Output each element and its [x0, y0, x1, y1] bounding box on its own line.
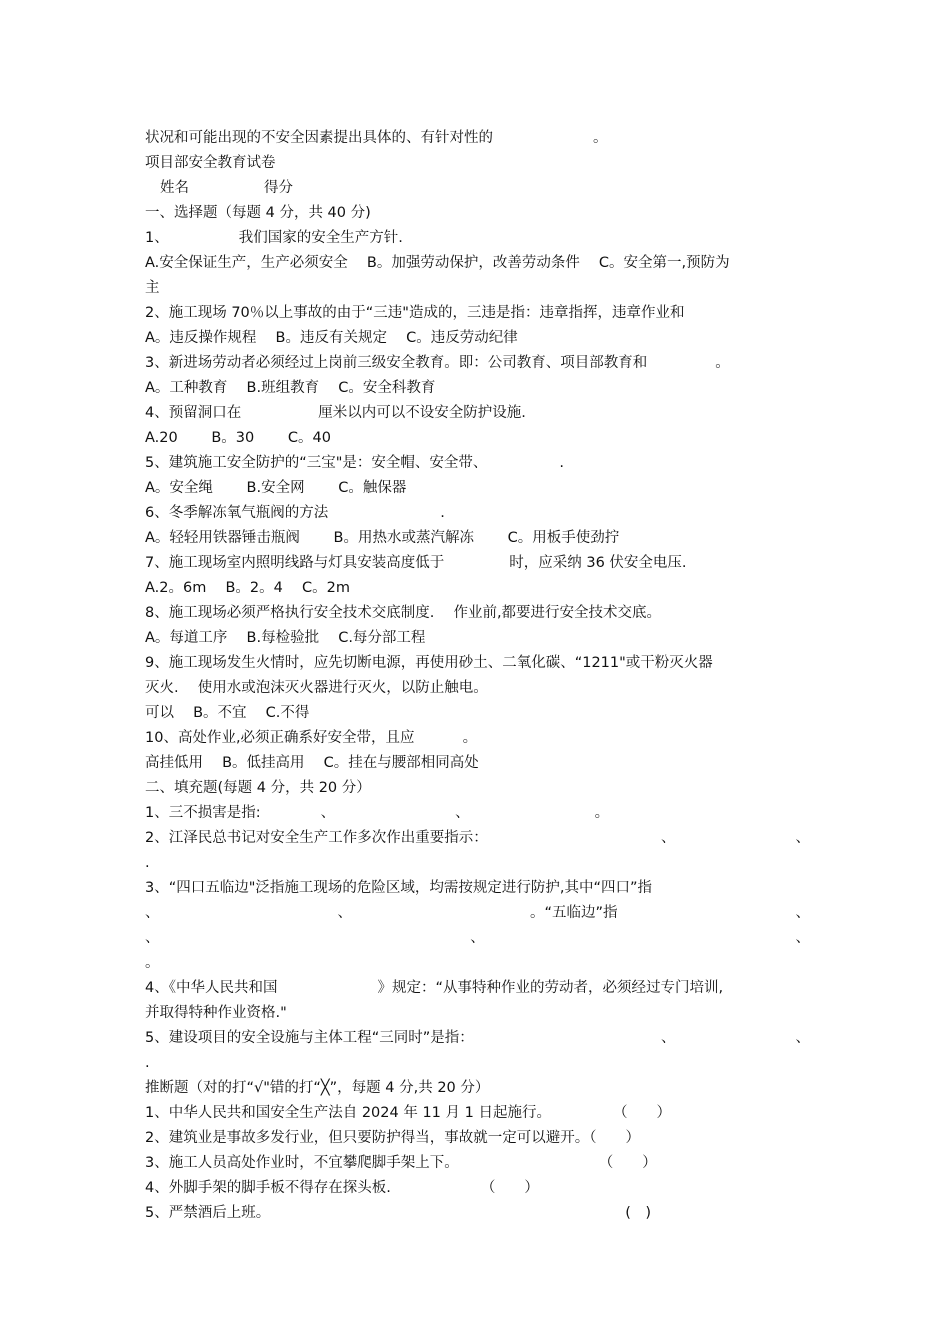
- q8-options: A。每道工序 B.每检验批 C.每分部工程: [145, 630, 426, 646]
- q9-wrap: 灭火. 使用水或泡沫灭火器进行灭火，以防止触电。: [145, 680, 488, 696]
- q3-options: A。工种教育 B.班组教育 C。安全科教育: [145, 380, 436, 396]
- f1-sep2: 、: [455, 805, 470, 821]
- f3-l2d: 、: [795, 905, 810, 921]
- fill-2-wrap: .: [145, 855, 150, 871]
- intro-end: 。: [593, 130, 608, 146]
- judge-4: [145, 1178, 539, 1198]
- q5-options: A。安全绳 B.安全网 C。触保器: [145, 480, 407, 496]
- f4-text-b: 》规定：“从事特种作业的劳动者，必须经过专门培训,: [377, 980, 724, 996]
- j4-answer-box: （ ）: [480, 1180, 539, 1196]
- question-9: 9、施工现场发生火情时，应先切断电源，再使用砂土、二氧化碳、“1211"或干粉灭火器: [145, 655, 713, 671]
- q3-text: 3、新进场劳动者必须经过上岗前三级安全教育。即：公司教育、项目部教育和: [145, 355, 648, 371]
- q10-end: 。: [462, 730, 478, 746]
- f4-text-a: 4、《中华人民共和国: [145, 980, 278, 996]
- fill-3: 3、“四口五临边"泛指施工现场的危险区域，均需按规定进行防护,其中“四口”指: [145, 880, 653, 896]
- j2-answer-box: （ ）: [589, 1130, 640, 1146]
- fill-5-wrap: .: [145, 1055, 150, 1071]
- question-7: [145, 553, 687, 573]
- f3-l2a: 、: [145, 905, 160, 921]
- q6-text: 6、冬季解冻氧气瓶阀的方法: [145, 505, 329, 521]
- f1-sep1: 、: [320, 805, 336, 821]
- j3-text: 3、施工人员高处作业时，不宜攀爬脚手架上下。: [145, 1155, 459, 1171]
- question-5: [145, 453, 564, 473]
- q1-options-wrap: 主: [145, 280, 160, 296]
- q3-end: 。: [715, 355, 730, 371]
- fill-4: [145, 978, 723, 998]
- judge-5: [145, 1203, 651, 1223]
- intro-text: 状况和可能出现的不安全因素提出具体的、有针对性的: [145, 130, 493, 146]
- j5-text: 5、严禁酒后上班。: [145, 1205, 271, 1221]
- q4-tail: 厘米以内可以不设安全防护设施.: [318, 405, 526, 421]
- q1-options: A.安全保证生产，生产必须安全 B。加强劳动保护，改善劳动条件 C。安全第一,预防为: [145, 255, 730, 271]
- f3-l3a: 、: [145, 930, 160, 946]
- q7-text: 7、施工现场室内照明线路与灯具安装高度低于: [145, 555, 445, 571]
- name-label: 姓名: [160, 180, 189, 196]
- j3-answer-box: （ ）: [598, 1155, 657, 1171]
- score-label: 得分: [264, 180, 293, 196]
- q6-options: A。轻轻用铁器锤击瓶阀 B。用热水或蒸汽解冻 C。用板手使劲拧: [145, 530, 620, 546]
- f3-l3c: 、: [795, 930, 810, 946]
- j1-answer-box: （ ）: [612, 1105, 671, 1121]
- f2-sep1: 、: [661, 830, 676, 846]
- fill-1: [145, 803, 609, 823]
- q7-tail: 时，应采纳 36 伏安全电压.: [509, 555, 687, 571]
- f2-sep2: 、: [795, 830, 810, 846]
- section2-heading: 二、填充题(每题 4 分，共 20 分）: [145, 780, 371, 796]
- j1-text: 1、中华人民共和国安全生产法自 2024 年 11 月 1 日起施行。: [145, 1105, 551, 1121]
- question-4: [145, 403, 526, 423]
- q1-text: 我们国家的安全生产方针.: [238, 230, 403, 246]
- question-2: 2、施工现场 70％以上事故的由于“三违"造成的，三违是指：违章指挥，违章作业和: [145, 305, 685, 321]
- name-score-line: [160, 178, 293, 198]
- q9-options: 可以 B。不宜 C.不得: [145, 705, 310, 721]
- q6-end: .: [440, 505, 445, 521]
- f1-text: 1、三不损害是指:: [145, 805, 261, 821]
- f5-text: 5、建设项目的安全设施与主体工程“三同时”是指：: [145, 1030, 474, 1046]
- section1-heading: 一、选择题（每题 4 分，共 40 分): [145, 205, 371, 221]
- q10-options: 高挂低用 B。低挂高用 C。挂在与腰部相同高处: [145, 755, 479, 771]
- q10-text: 10、高处作业,必须正确系好安全带，且应: [145, 730, 415, 746]
- q7-options: A.2。6m B。2。4 C。2m: [145, 580, 350, 596]
- question-6: [145, 503, 445, 523]
- section3-heading: 推断题（对的打“√"错的打“╳”，每题 4 分,共 20 分）: [145, 1080, 490, 1096]
- fill-3-line3: [145, 928, 810, 948]
- fill-2: [145, 828, 810, 848]
- question-3: [145, 353, 730, 373]
- judge-2: [145, 1128, 640, 1148]
- f3-l3b: 、: [470, 930, 485, 946]
- q5-text: 5、建筑施工安全防护的“三宝"是：安全帽、安全带、: [145, 455, 488, 471]
- f5-sep1: 、: [661, 1030, 676, 1046]
- q4-text: 4、预留洞口在: [145, 405, 242, 421]
- fill-3-line2: [145, 903, 810, 923]
- question-1: [145, 228, 403, 248]
- question-10: [145, 728, 477, 748]
- question-8: 8、施工现场必须严格执行安全技术交底制度. 作业前,都要进行安全技术交底。: [145, 605, 662, 621]
- f5-sep2: 、: [795, 1030, 810, 1046]
- f1-end: 。: [594, 805, 610, 821]
- fill-3-line4: 。: [145, 955, 160, 971]
- judge-3: [145, 1153, 657, 1173]
- q5-end: .: [559, 455, 565, 471]
- f3-l2c: 。“五临边”指: [529, 905, 618, 921]
- q1-number: 1、: [145, 230, 169, 246]
- intro-line: [145, 128, 608, 148]
- judge-1: [145, 1103, 671, 1123]
- j4-text: 4、外脚手架的脚手板不得存在探头板.: [145, 1180, 391, 1196]
- fill-5: [145, 1028, 810, 1048]
- f2-text: 2、江泽民总书记对安全生产工作多次作出重要指示：: [145, 830, 488, 846]
- f3-l2b: 、: [337, 905, 352, 921]
- j2-text: 2、建筑业是事故多发行业，但只要防护得当，事故就一定可以避开。: [145, 1130, 590, 1146]
- fill-4-wrap: 并取得特种作业资格.": [145, 1005, 287, 1021]
- q2-options: A。违反操作规程 B。违反有关规定 C。违反劳动纪律: [145, 330, 518, 346]
- q4-options: A.20 B。30 C。40: [145, 430, 331, 446]
- exam-title: 项目部安全教育试卷: [145, 155, 276, 171]
- j5-answer-box: ( ): [625, 1205, 652, 1221]
